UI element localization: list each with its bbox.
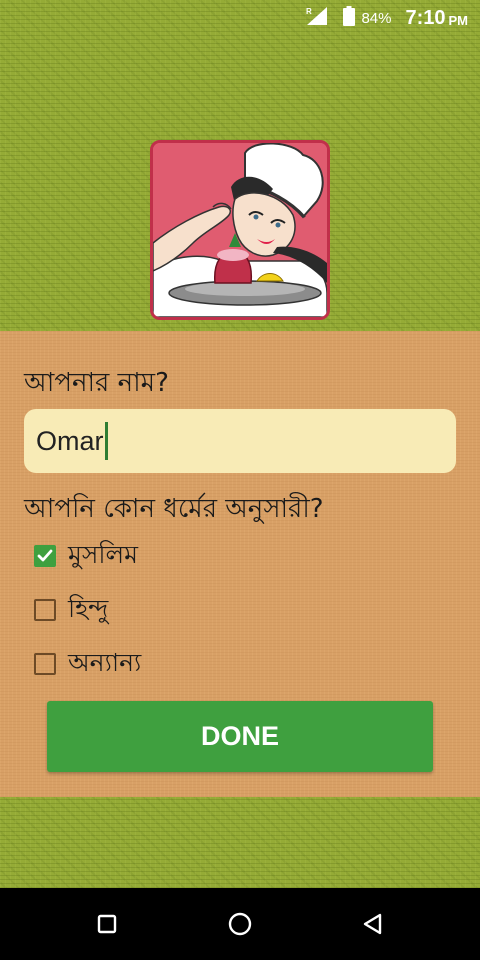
name-input-value: Omar <box>36 425 104 456</box>
checkbox-hindu[interactable] <box>34 599 56 621</box>
navigation-bar <box>0 888 480 960</box>
battery-percent: 84% <box>361 9 392 27</box>
recent-apps-icon[interactable] <box>91 908 123 940</box>
checkbox-muslim[interactable] <box>34 545 56 567</box>
option-muslim[interactable] <box>34 540 138 572</box>
religion-question-label: আপনি কোন ধর্মের অনুসারী? <box>24 494 324 524</box>
clock-ampm: PM <box>448 12 468 28</box>
checkbox-other[interactable] <box>34 653 56 675</box>
name-input[interactable] <box>24 409 456 473</box>
text-cursor <box>105 422 108 460</box>
checkmark-icon <box>36 547 54 565</box>
signal-icon <box>305 6 329 31</box>
clock-time: 7:10 <box>405 6 446 29</box>
option-muslim-label: মুসলিম <box>68 539 139 569</box>
chef-logo-image <box>150 140 330 320</box>
status-bar <box>0 0 480 36</box>
option-other[interactable] <box>34 648 141 680</box>
done-button[interactable]: DONE <box>47 701 433 772</box>
home-icon[interactable] <box>224 908 256 940</box>
option-other-label: অন্যান্য <box>68 647 142 677</box>
roaming-badge: R <box>306 6 313 16</box>
option-hindu-label: হিন্দু <box>68 593 109 623</box>
option-hindu[interactable] <box>34 594 108 626</box>
back-icon[interactable] <box>357 908 389 940</box>
name-question-label: আপনার নাম? <box>24 368 169 398</box>
battery-icon <box>343 6 355 31</box>
